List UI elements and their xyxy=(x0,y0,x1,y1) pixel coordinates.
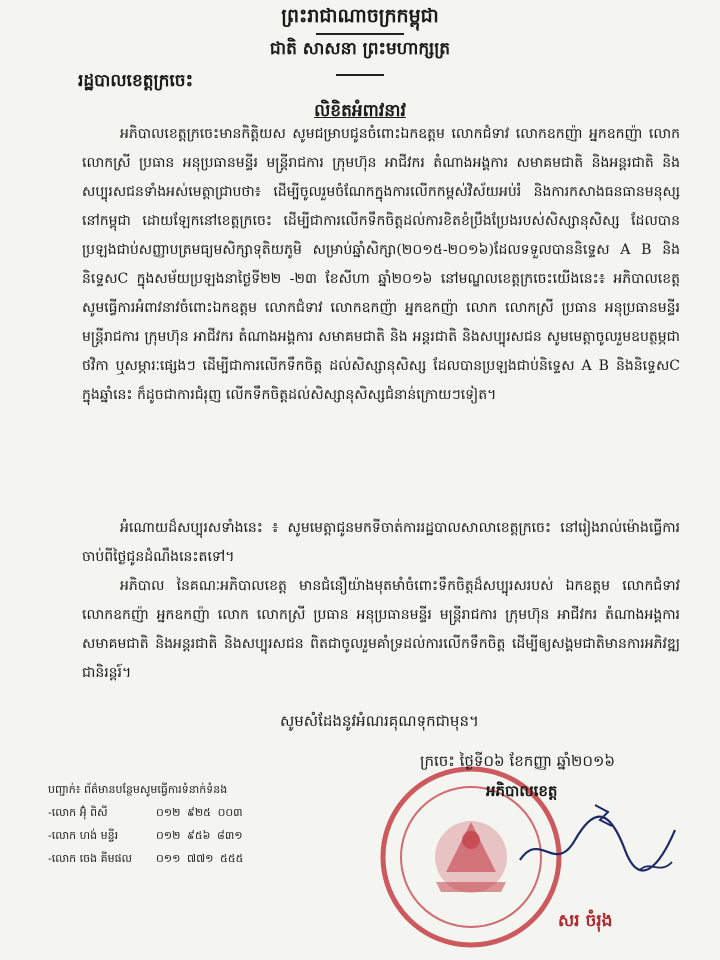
contact-name: -លោក អ៊ុំ ពិសី xyxy=(48,806,108,819)
motto-ornament xyxy=(336,74,384,76)
handwritten-signature xyxy=(500,790,690,890)
contact-phone: ០១២ ៩៥៦ ៨៣១ xyxy=(156,829,243,842)
appeal-paragraph-2: អំណោយដ៏សប្បុរសទាំងនេះ ៖ សូមមេត្តាជូនមកទីចាត់ការរដ្ឋបាលសាលាខេត្តក្រចេះ នៅរៀងរាល់ម៉ោងធ្វើការចាប់ពីថ្ងៃជូនដំណឹងនេះតទៅ។ xyxy=(82,520,680,565)
appeal-paragraph-3: អភិបាល នៃគណៈអភិបាលខេត្ត មានជំនឿយ៉ាងមុតមាំចំពោះទឹកចិត្តដ៏សប្បុរសរបស់ ឯកឧត្តម លោកជំទាវ លោកឧកញ៉ា អ្នកឧកញ៉ា លោក លោកស្រី ប្រធាន អនុប្រធានមន្ទីរ មន្ត្រីរាជការ ក្រុមហ៊ុន អាជីវករ តំណាងអង្គការ សមាគមជាតិ និងអន្តរជាតិ និងសប្បុរសជន ពិតជាចូលរួមគាំទ្រដល់ការលើកទឹកចិត្ត ដើម្បីឲ្យសង្គមជាតិមានការអភិវឌ្ឍជានិរន្តរ៍។ xyxy=(82,578,680,681)
closing-thanks: សូមសំដែងនូវអំណរគុណទុកជាមុន។ xyxy=(280,712,479,730)
contact-row xyxy=(48,824,243,847)
contact-name: -លោក ចេង គីមផល xyxy=(48,852,133,865)
contact-row xyxy=(48,801,243,824)
contact-row xyxy=(48,847,243,870)
appeal-paragraph-1: អភិបាលខេត្តក្រចេះមានកិត្តិយស សូមជម្រាបជូនចំពោះឯកឧត្តម លោកជំទាវ លោកឧកញ៉ា អ្នកឧកញ៉ា លោក លោកស្រី ប្រធាន អនុប្រធានមន្ទីរ មន្ត្រីរាជការ ក្រុមហ៊ុន អាជីវករ តំណាងអង្គការ សមាគមជាតិ និងអន្តរជាតិ និងសប្បុរសជនទាំងអស់មេត្តាជ្រាបថា៖ ដើម្បីចូលរួមចំណែកក្នុងការលើកកម្ពស់វិស័យអប់រំ និងការកសាងធនធានមនុស្សនៅកម្ពុជា ដោយឡែកនៅខេត្តក្រចេះ ដើម្បីជាការលើកទឹកចិត្តដល់ការខិតខំប្រឹងប្រែងរបស់សិស្សានុសិស្ស ដែលបានប្រឡងជាប់សញ្ញាបត្រមធ្យមសិក្សាទុតិយភូមិ សម្រាប់ឆ្នាំសិក្សា(២០១៥-២០១៦)ដែលទទួលបាននិទ្ទេស A B និងនិទ្ទេសC ក្នុងសម័យប្រឡងនាថ្ងៃទី២២ -២៣ ខែសីហា ឆ្នាំ២០១៦ នៅមណ្ឌលខេត្តក្រចេះយើងនេះ៖ អភិបាលខេត្ត សូមធ្វើការអំពាវនាវចំពោះឯកឧត្តម លោកជំទាវ លោកឧកញ៉ា អ្នកឧកញ៉ា លោក លោកស្រី ប្រធាន អនុប្រធានមន្ទីរ មន្ត្រីរាជការ ក្រុមហ៊ុន អាជីវករ តំណាងអង្គការ សមាគមជាតិ និង អន្តរជាតិ និងសប្បុរសជន សូមមេត្តាចូលរួមឧបត្ថម្ភជាថវិកា ឬសម្ភារៈផ្សេងៗ ដើម្បីជាការលើកទឹកចិត្ត ដល់សិស្សានុសិស្ស ដែលបានប្រឡងជាប់និទ្ទេស A B និងនិទ្ទេសC ក្នុងឆ្នាំនេះ ក៏ដូចជាការជំរុញ លើកទឹកចិត្តដល់សិស្សានុសិស្សជំនាន់ក្រោយៗទៀត។ xyxy=(82,126,680,403)
contact-note xyxy=(48,778,243,870)
place-and-date: ក្រចេះ ថ្ងៃទី០៦ ខែកញ្ញា ឆ្នាំ២០១៦ xyxy=(420,752,615,770)
signer-name: សរ ចំរុង xyxy=(558,911,613,931)
contact-note-title: បញ្ជាក់៖ ព័ត៌មានបន្ថែមសូមធ្វើការទំនាក់ទំនង xyxy=(48,783,228,796)
contact-phone: ០១១ ៧៧១ ៥៥៥ xyxy=(156,852,244,865)
national-motto: ជាតិ សាសនា ព្រះមហាក្សត្រ xyxy=(269,39,451,59)
contact-phone: ០១២ ៩២៥ ០០៣ xyxy=(156,806,243,819)
kingdom-heading: ព្រះរាជាណាចក្រកម្ពុជា xyxy=(281,5,439,27)
province-administration: រដ្ឋបាលខេត្តក្រចេះ xyxy=(78,71,194,91)
governor-title: អភិបាលខេត្ត xyxy=(486,782,558,800)
contact-name: -លោក ហង់ មន្ទីរ xyxy=(48,829,119,842)
heading-rule xyxy=(316,33,404,35)
document-title: លិខិតអំពាវនាវ xyxy=(314,101,406,121)
